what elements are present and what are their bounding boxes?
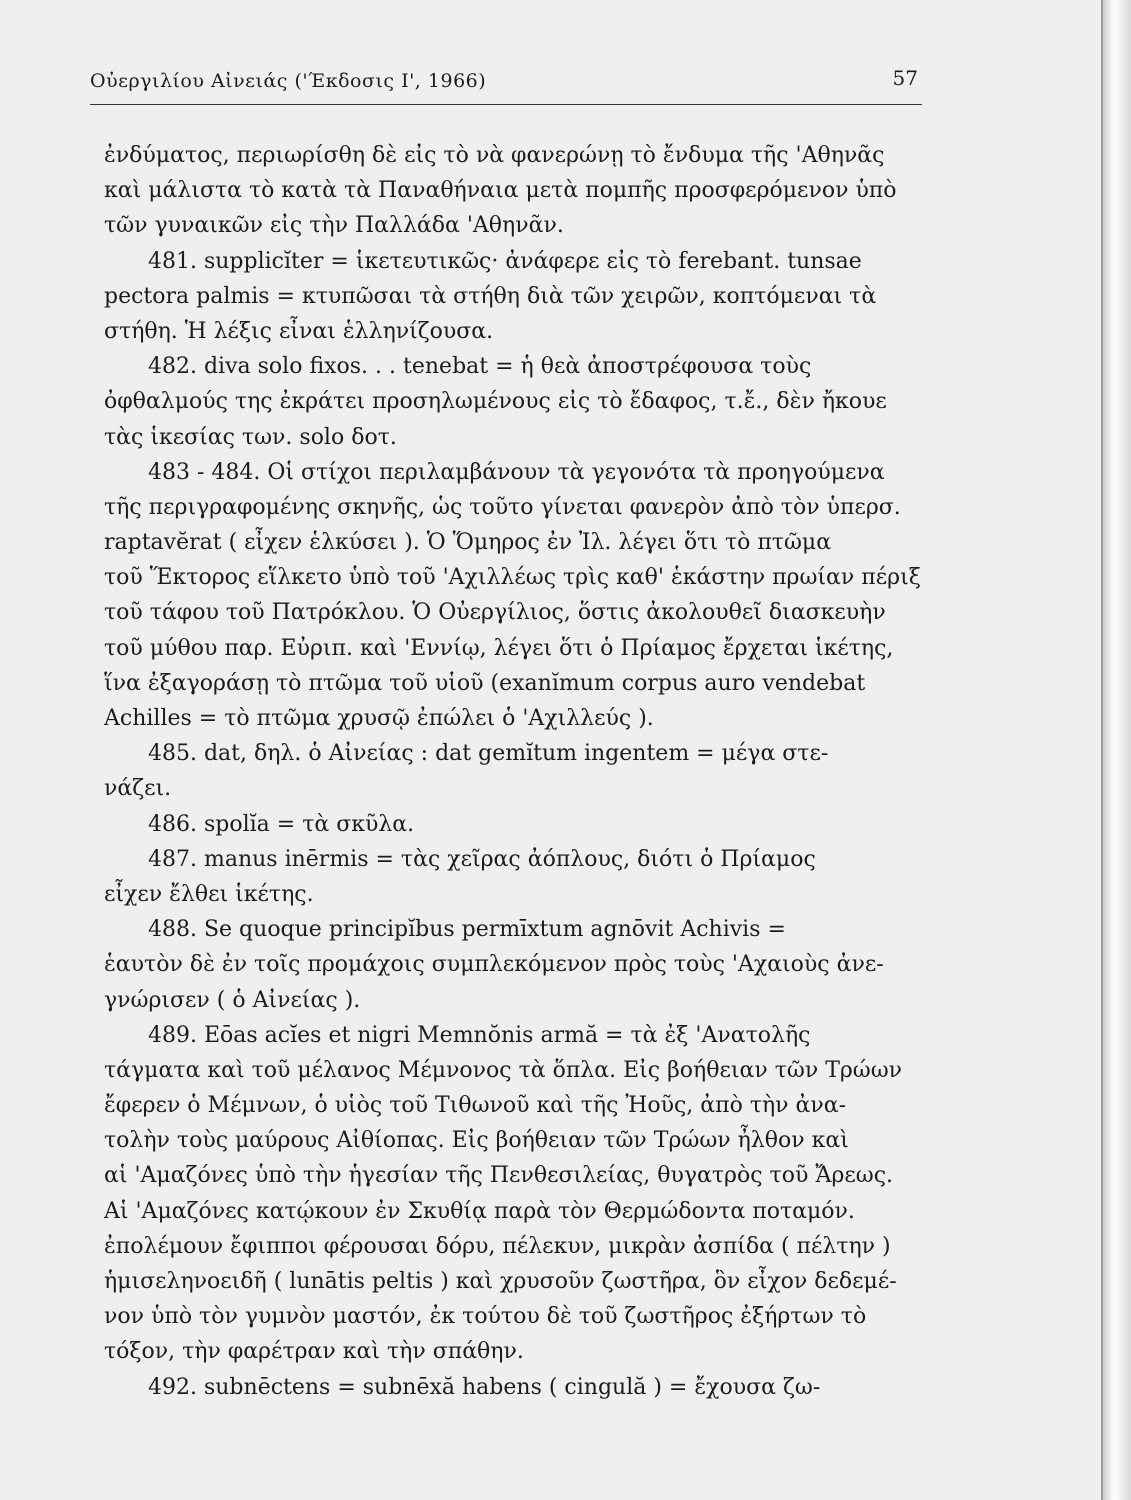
text-line: τάγματα καὶ τοῦ μέλανος Μέμνονος τὰ ὅπλα. Εἰς βοήθειαν τῶν Τρώων xyxy=(104,1057,903,1083)
text-line: τολὴν τοὺς μαύρους Αἰθίοπας. Εἰς βοήθειαν τῶν Τρώων ἦλθον καὶ xyxy=(104,1128,849,1154)
text-line: 481. supplicĭter = ἱκετευτικῶς· ἀνάφερε εἰς τὸ ferebant. tunsae xyxy=(148,248,862,274)
running-head: Οὐεργιλίου Αἰνειάς ('Έκδοσις Ι', 1966) xyxy=(90,70,487,92)
text-line: εἶχεν ἔλθει ἱκέτης. xyxy=(104,881,314,907)
text-line: ἵνα ἐξαγοράσῃ τὸ πτῶμα τοῦ υἱοῦ (exanĭmum corpus auro vendebat xyxy=(104,670,866,696)
text-line: 482. diva solo fixos. . . tenebat = ἡ θεὰ ἀποστρέφουσα τοὺς xyxy=(148,354,812,380)
text-line: ἐπολέμουν ἔφιπποι φέρουσαι δόρυ, πέλεκυν, μικρὰν ἀσπίδα ( πέλτην ) xyxy=(104,1233,891,1259)
text-line: ἑαυτὸν δὲ ἐν τοῖς προμάχοις συμπλεκόμενον πρὸς τοὺς 'Αχαιοὺς ἀνε- xyxy=(104,952,884,978)
text-line: 492. subnēctens = subnēxă habens ( cingulă ) = ἔχουσα ζω- xyxy=(148,1374,821,1400)
text-line: Achilles = τὸ πτῶμα χρυσῷ ἐπώλει ὁ 'Αχιλλεύς ). xyxy=(104,706,654,731)
text-line: pectora palmis = κτυπῶσαι τὰ στήθη διὰ τῶν χειρῶν, κοπτόμεναι τὰ xyxy=(104,283,877,309)
text-line: 483 - 484. Οἱ στίχοι περιλαμβάνουν τὰ γεγονότα τὰ προηγούμενα xyxy=(148,459,885,485)
header-rule xyxy=(90,104,922,105)
text-line: αἱ 'Αμαζόνες ὑπὸ τὴν ἡγεσίαν τῆς Πενθεσιλείας, θυγατρὸς τοῦ Ἄρεως. xyxy=(104,1163,894,1189)
text-line: τοῦ μύθου παρ. Εὐριπ. καὶ 'Εννίῳ, λέγει ὅτι ὁ Πρίαμος ἔρχεται ἱκέτης, xyxy=(104,635,894,661)
text-line: 488. Se quoque principĭbus permīxtum agnōvit Achivis = xyxy=(148,917,786,943)
text-line: τῶν γυναικῶν εἰς τὴν Παλλάδα 'Αθηνᾶν. xyxy=(104,213,564,239)
text-line: τῆς περιγραφομένης σκηνῆς, ὡς τοῦτο γίνεται φανερὸν ἀπὸ τὸν ὑπερσ. xyxy=(104,494,901,520)
text-line: raptavĕrat ( εἶχεν ἑλκύσει ). Ὁ Ὅμηρος ἐν Ἰλ. λέγει ὅτι τὸ πτῶμα xyxy=(104,530,832,556)
text-line: ἔφερεν ὁ Μέμνων, ὁ υἱὸς τοῦ Τιθωνοῦ καὶ τῆς Ἠοῦς, ἀπὸ τὴν ἀνα- xyxy=(104,1093,847,1119)
text-line: στήθη. Ἡ λέξις εἶναι ἑλληνίζουσα. xyxy=(104,318,494,344)
page-edge xyxy=(1101,0,1131,1500)
text-line: τὰς ἱκεσίας των. solo δοτ. xyxy=(104,424,397,450)
text-line: γνώρισεν ( ὁ Αἰνείας ). xyxy=(104,987,361,1013)
text-line: 489. Eōas acĭes et nigri Memnŏnis armă = τὰ ἐξ 'Ανατολῆς xyxy=(148,1022,811,1048)
page-header xyxy=(90,62,922,102)
page-number: 57 xyxy=(892,66,918,90)
text-line: Αἱ 'Αμαζόνες κατῴκουν ἐν Σκυθίᾳ παρὰ τὸν Θερμώδοντα ποταμόν. xyxy=(104,1198,855,1224)
text-line: ὀφθαλμούς της ἐκράτει προσηλωμένους εἰς τὸ ἔδαφος, τ.ἔ., δὲν ἤκουε xyxy=(104,389,887,415)
text-line: 485. dat, δηλ. ὁ Αἰνείας : dat gemĭtum ingentem = μέγα στε- xyxy=(148,741,829,767)
text-line: νον ὑπὸ τὸν γυμνὸν μαστόν, ἐκ τούτου δὲ τοῦ ζωστῆρος ἐξήρτων τὸ xyxy=(104,1304,867,1330)
page-body xyxy=(104,138,924,1405)
text-line: καὶ μάλιστα τὸ κατὰ τὰ Παναθήναια μετὰ πομπῆς προσφερόμενον ὑπὸ xyxy=(104,178,897,204)
text-line: τοῦ τάφου τοῦ Πατρόκλου. Ὁ Οὐεργίλιος, ὅστις ἀκολουθεῖ διασκευὴν xyxy=(104,600,886,626)
text-line: νάζει. xyxy=(104,776,172,802)
text-line: τόξον, τὴν φαρέτραν καὶ τὴν σπάθην. xyxy=(104,1339,524,1365)
text-line: 486. spolĭa = τὰ σκῦλα. xyxy=(148,811,415,837)
text-line: τοῦ Ἕκτορος εἵλκετο ὑπὸ τοῦ 'Αχιλλέως τρὶς καθ' ἑκάστην πρωίαν πέριξ xyxy=(104,565,921,591)
text-line: ἐνδύματος, περιωρίσθη δὲ εἰς τὸ νὰ φανερώνῃ τὸ ἔνδυμα τῆς 'Αθηνᾶς xyxy=(104,143,885,168)
text-line: 487. manus inērmis = τὰς χεῖρας ἀόπλους, διότι ὁ Πρίαμος xyxy=(148,846,816,872)
text-line: ἡμισεληνοειδῆ ( lunātis peltis ) καὶ χρυσοῦν ζωστῆρα, ὃν εἶχον δεδεμέ- xyxy=(104,1269,897,1294)
